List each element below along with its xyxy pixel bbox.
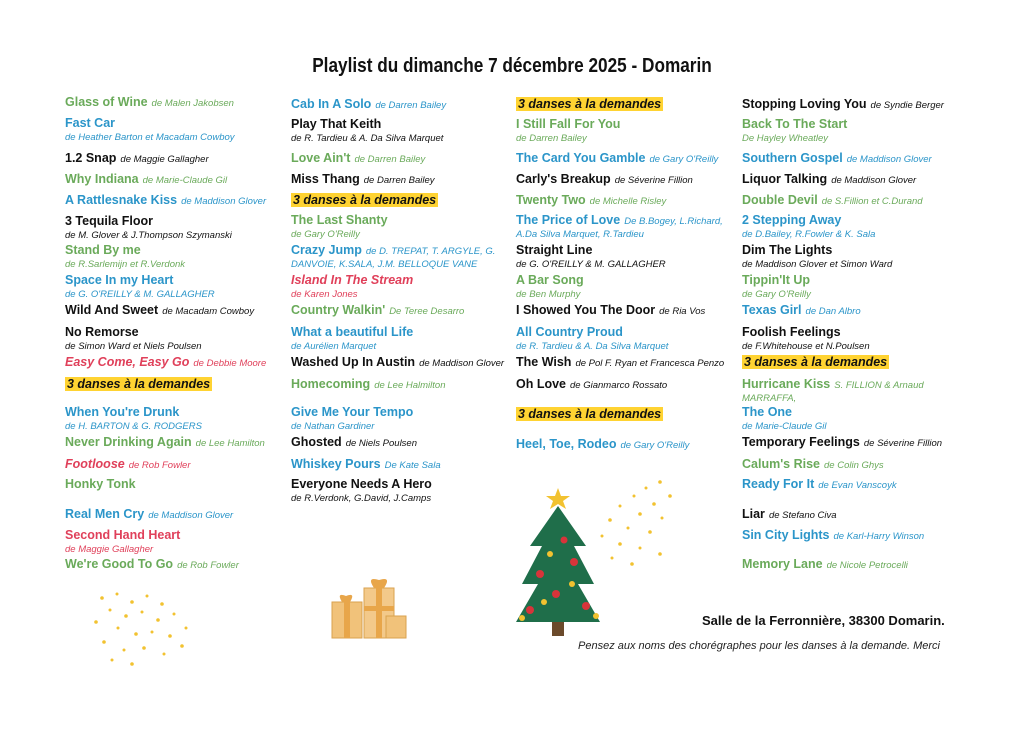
- playlist-entry: [742, 475, 897, 493]
- dance-title: Double Devil: [742, 193, 818, 207]
- dance-title: Carly's Breakup: [516, 172, 611, 186]
- request-dances-slot: [742, 353, 889, 371]
- playlist-entry: [65, 455, 191, 473]
- playlist-entry: [65, 433, 265, 451]
- playlist-entry: [516, 353, 724, 371]
- playlist-entry: [65, 149, 209, 167]
- choreographer: de Nicole Petrocelli: [826, 560, 908, 571]
- choreographer: de Darren Bailey: [363, 175, 435, 186]
- playlist-entry: [291, 403, 413, 433]
- dance-title: Give Me Your Tempo: [291, 405, 414, 419]
- choreographer: de G. O'REILLY & M. GALLAGHER: [65, 289, 215, 300]
- playlist-entry: [516, 323, 668, 353]
- choreographer: De Teree Desarro: [389, 306, 465, 317]
- playlist-entry: [742, 211, 875, 241]
- choreographer: de Pol F. Ryan et Francesca Penzo: [575, 358, 725, 369]
- dance-title: 1.2 Snap: [65, 151, 117, 165]
- dance-title: Liar: [742, 507, 765, 521]
- request-dances-label: 3 danses à la demandes: [518, 407, 662, 421]
- choreographer: de Darren Bailey: [354, 154, 426, 165]
- footer-note: Pensez aux noms des chorégraphes pour les danses à la demande. Merci: [578, 640, 940, 652]
- choreographer: de Malen Jakobsen: [151, 98, 234, 109]
- choreographer: de Syndie Berger: [870, 100, 944, 111]
- dance-title: Foolish Feelings: [742, 325, 841, 339]
- choreographer: de Simon Ward et Niels Poulsen: [65, 341, 202, 352]
- dance-title: Straight Line: [516, 243, 593, 257]
- dance-title: Fast Car: [65, 116, 116, 130]
- dance-title: Oh Love: [516, 377, 567, 391]
- choreographer: de Lee Hamilton: [195, 438, 265, 449]
- dance-title: Memory Lane: [742, 557, 823, 571]
- choreographer: de Ria Vos: [659, 306, 706, 317]
- choreographer: de Stefano Civa: [768, 510, 837, 521]
- choreographer: de D. TREPAT, T. ARGYLE, G.: [365, 246, 496, 257]
- choreographer: de Macadam Cowboy: [162, 306, 255, 317]
- choreographer: de Heather Barton et Macadam Cowboy: [65, 132, 235, 143]
- playlist-entry: [516, 375, 667, 393]
- choreographer: de Aurélien Marquet: [291, 341, 377, 352]
- request-dances-label: 3 danses à la demandes: [744, 355, 888, 369]
- dance-title: Stand By me: [65, 243, 141, 257]
- choreographer: de Séverine Fillion: [863, 438, 943, 449]
- choreographer-continued: DANVOIE, K.SALA, J.M. BELLOQUE VANE: [291, 259, 478, 270]
- playlist-entry: [742, 505, 837, 523]
- choreographer: de Darren Bailey: [375, 100, 447, 111]
- dance-title: The Card You Gamble: [516, 151, 646, 165]
- playlist-entry: [291, 271, 413, 301]
- dance-title: Back To The Start: [742, 117, 848, 131]
- star-sparkles-icon: [82, 588, 202, 668]
- playlist-entry: [291, 433, 417, 451]
- playlist-entry: [742, 149, 932, 167]
- playlist-entry: [65, 353, 266, 371]
- playlist-entry: [291, 375, 445, 393]
- playlist-entry: [65, 323, 202, 353]
- playlist-entry: [291, 455, 441, 473]
- choreographer: de Maddison Glover: [831, 175, 917, 186]
- playlist-entry: [742, 191, 923, 209]
- choreographer: de Maddison Glover: [181, 196, 267, 207]
- dance-title: Southern Gospel: [742, 151, 843, 165]
- request-dances-label: 3 danses à la demandes: [293, 193, 437, 207]
- choreographer: de M. Glover & J.Thompson Szymanski: [65, 230, 232, 241]
- dance-title: Ghosted: [291, 435, 342, 449]
- playlist-entry: [516, 211, 723, 241]
- choreographer-continued: MARRAFFA,: [742, 393, 797, 404]
- dance-title: All Country Proud: [516, 325, 623, 339]
- playlist-entry: [65, 526, 180, 556]
- dance-title: No Remorse: [65, 325, 139, 339]
- choreographer: de Karen Jones: [291, 289, 358, 300]
- dance-title: Miss Thang: [291, 172, 360, 186]
- choreographer: de Maggie Gallagher: [65, 544, 154, 555]
- request-dances-slot: [516, 405, 663, 423]
- dance-title: Second Hand Heart: [65, 528, 181, 542]
- playlist-entry: [65, 475, 136, 493]
- playlist-entry: [742, 433, 942, 451]
- choreographer: de R. Tardieu & A. Da Silva Marquet: [291, 133, 444, 144]
- dance-title: Twenty Two: [516, 193, 586, 207]
- playlist-entry: [65, 212, 232, 242]
- choreographer: de Marie-Claude Gil: [142, 175, 228, 186]
- dance-title: Easy Come, Easy Go: [65, 355, 190, 369]
- dance-title: We're Good To Go: [65, 557, 174, 571]
- dance-title: 3 Tequila Floor: [65, 214, 153, 228]
- choreographer: de Ben Murphy: [516, 289, 581, 300]
- dance-title: Country Walkin': [291, 303, 386, 317]
- choreographer: De Hayley Wheatley: [742, 133, 829, 144]
- dance-title: Ready For It: [742, 477, 815, 491]
- choreographer: de Lee Halmilton: [374, 380, 446, 391]
- request-dances-slot: [65, 375, 212, 393]
- page-title: Playlist du dimanche 7 décembre 2025 - Domarin: [312, 55, 712, 77]
- choreographer: de Rob Fowler: [128, 460, 191, 471]
- playlist-entry: [291, 323, 413, 353]
- playlist-entry: [742, 375, 924, 405]
- dance-title: Calum's Rise: [742, 457, 821, 471]
- dance-title: A Bar Song: [516, 273, 584, 287]
- playlist-entry: [291, 211, 388, 241]
- playlist-entry: [291, 95, 446, 113]
- playlist-entry: [516, 271, 584, 301]
- playlist-entry: [65, 403, 202, 433]
- choreographer: de Colin Ghys: [824, 460, 884, 471]
- playlist-entry: [516, 149, 718, 167]
- dance-title: Sin City Lights: [742, 528, 830, 542]
- request-dances-label: 3 danses à la demandes: [518, 97, 662, 111]
- choreographer: de S.Fillion et C.Durand: [821, 196, 923, 207]
- dance-title: Whiskey Pours: [291, 457, 381, 471]
- choreographer: de R.Verdonk, G.David, J.Camps: [291, 493, 432, 504]
- playlist-entry: [65, 271, 215, 301]
- dance-title: Washed Up In Austin: [291, 355, 416, 369]
- dance-title: Tippin'It Up: [742, 273, 811, 287]
- choreographer: de Darren Bailey: [516, 133, 587, 144]
- dance-title: Crazy Jump: [291, 243, 362, 257]
- choreographer: de Michelle Risley: [589, 196, 667, 207]
- playlist-entry: [516, 191, 666, 209]
- playlist-entry: [742, 170, 916, 188]
- choreographer: de Gary O'Reilly: [620, 440, 690, 451]
- choreographer: de Maddison Glover: [846, 154, 932, 165]
- dance-title: When You're Drunk: [65, 405, 180, 419]
- dance-title: The Wish: [516, 355, 572, 369]
- playlist-entry: [516, 241, 666, 271]
- playlist-entry: [516, 435, 689, 453]
- choreographer: de Evan Vanscoyk: [818, 480, 897, 491]
- dance-title: I Still Fall For You: [516, 117, 621, 131]
- playlist-entry: [742, 323, 870, 353]
- playlist-entry: [65, 301, 254, 319]
- dance-title: Cab In A Solo: [291, 97, 372, 111]
- playlist-entry: [291, 115, 443, 145]
- request-dances-slot: [291, 191, 438, 209]
- playlist-entry: [516, 301, 705, 319]
- choreographer: de H. BARTON & G. RODGERS: [65, 421, 202, 432]
- choreographer: de Marie-Claude Gil: [742, 421, 827, 432]
- playlist-entry: [291, 149, 425, 167]
- dance-title: What a beautiful Life: [291, 325, 414, 339]
- choreographer: De Kate Sala: [384, 460, 441, 471]
- dance-title: 2 Stepping Away: [742, 213, 842, 227]
- star-sparkles-icon: [590, 478, 680, 568]
- dance-title: Never Drinking Again: [65, 435, 192, 449]
- request-dances-label: 3 danses à la demandes: [67, 377, 211, 391]
- choreographer: de R.Sarlemijn et R.Verdonk: [65, 259, 186, 270]
- choreographer: S. FILLION & Arnaud: [834, 380, 924, 391]
- choreographer: de Gary O'Reilly: [649, 154, 719, 165]
- choreographer: de Gary O'Reilly: [742, 289, 811, 300]
- dance-title: A Rattlesnake Kiss: [65, 193, 178, 207]
- dance-title: Liquor Talking: [742, 172, 828, 186]
- dance-title: Homecoming: [291, 377, 371, 391]
- dance-title: Honky Tonk: [65, 477, 136, 491]
- dance-title: Play That Keith: [291, 117, 382, 131]
- playlist-entry: [65, 93, 234, 111]
- dance-title: Island In The Stream: [291, 273, 414, 287]
- dance-title: Real Men Cry: [65, 507, 145, 521]
- dance-title: Glass of Wine: [65, 95, 148, 109]
- playlist-entry: [742, 95, 944, 113]
- dance-title: The Price of Love: [516, 213, 621, 227]
- dance-title: Dim The Lights: [742, 243, 833, 257]
- dance-title: Why Indiana: [65, 172, 139, 186]
- playlist-entry: [742, 241, 892, 271]
- dance-title: I Showed You The Door: [516, 303, 656, 317]
- dance-title: Texas Girl: [742, 303, 802, 317]
- playlist-entry: [742, 455, 884, 473]
- choreographer: de F.Whitehouse et N.Poulsen: [742, 341, 870, 352]
- dance-title: The Last Shanty: [291, 213, 388, 227]
- dance-title: The One: [742, 405, 793, 419]
- playlist-entry: [742, 555, 908, 573]
- choreographer: de Maddison Glover: [148, 510, 234, 521]
- choreographer: de Maggie Gallagher: [120, 154, 209, 165]
- dance-title: Stopping Loving You: [742, 97, 867, 111]
- dance-title: Heel, Toe, Rodeo: [516, 437, 617, 451]
- choreographer: de Séverine Fillion: [614, 175, 693, 186]
- playlist-entry: [742, 526, 924, 544]
- choreographer: de R. Tardieu & A. Da Silva Marquet: [516, 341, 669, 352]
- playlist-entry: [742, 115, 847, 145]
- gift-boxes-icon: [326, 572, 410, 644]
- choreographer: de Gianmarco Rossato: [570, 380, 668, 391]
- choreographer: de Debbie Moore: [193, 358, 267, 369]
- choreographer: de Nathan Gardiner: [291, 421, 375, 432]
- venue-address: Salle de la Ferronnière, 38300 Domarin.: [702, 613, 945, 628]
- dance-title: Space In my Heart: [65, 273, 174, 287]
- choreographer: de Karl-Harry Winson: [833, 531, 925, 542]
- playlist-entry: [742, 403, 826, 433]
- playlist-entry: [291, 475, 432, 505]
- playlist-entry: [291, 241, 495, 271]
- dance-title: Wild And Sweet: [65, 303, 159, 317]
- choreographer: de Dan Albro: [805, 306, 861, 317]
- playlist-entry: [65, 191, 266, 209]
- dance-title: Everyone Needs A Hero: [291, 477, 432, 491]
- choreographer: De B.Bogey, L.Richard,: [624, 216, 723, 227]
- playlist-entry: [291, 353, 504, 371]
- choreographer-continued: A.Da Silva Marquet, R.Tardieu: [516, 229, 644, 240]
- choreographer: de G. O'REILLY & M. GALLAGHER: [516, 259, 666, 270]
- playlist-entry: [65, 114, 235, 144]
- playlist-entry: [742, 271, 811, 301]
- playlist-entry: [291, 170, 435, 188]
- choreographer: de Maddison Glover et Simon Ward: [742, 259, 893, 270]
- playlist-entry: [291, 301, 464, 319]
- playlist-entry: [516, 115, 620, 145]
- choreographer: de Gary O'Reilly: [291, 229, 360, 240]
- dance-title: Footloose: [65, 457, 125, 471]
- request-dances-slot: [516, 95, 663, 113]
- playlist-entry: [516, 170, 693, 188]
- choreographer: de Maddison Glover: [419, 358, 505, 369]
- playlist-entry: [742, 301, 861, 319]
- choreographer: de D.Bailey, R.Fowler & K. Sala: [742, 229, 876, 240]
- choreographer: de Niels Poulsen: [345, 438, 417, 449]
- playlist-entry: [65, 241, 185, 271]
- playlist-entry: [65, 170, 227, 188]
- playlist-entry: [65, 555, 239, 573]
- dance-title: Temporary Feelings: [742, 435, 860, 449]
- playlist-entry: [65, 505, 233, 523]
- dance-title: Love Ain't: [291, 151, 351, 165]
- choreographer: de Rob Fowler: [177, 560, 239, 571]
- dance-title: Hurricane Kiss: [742, 377, 831, 391]
